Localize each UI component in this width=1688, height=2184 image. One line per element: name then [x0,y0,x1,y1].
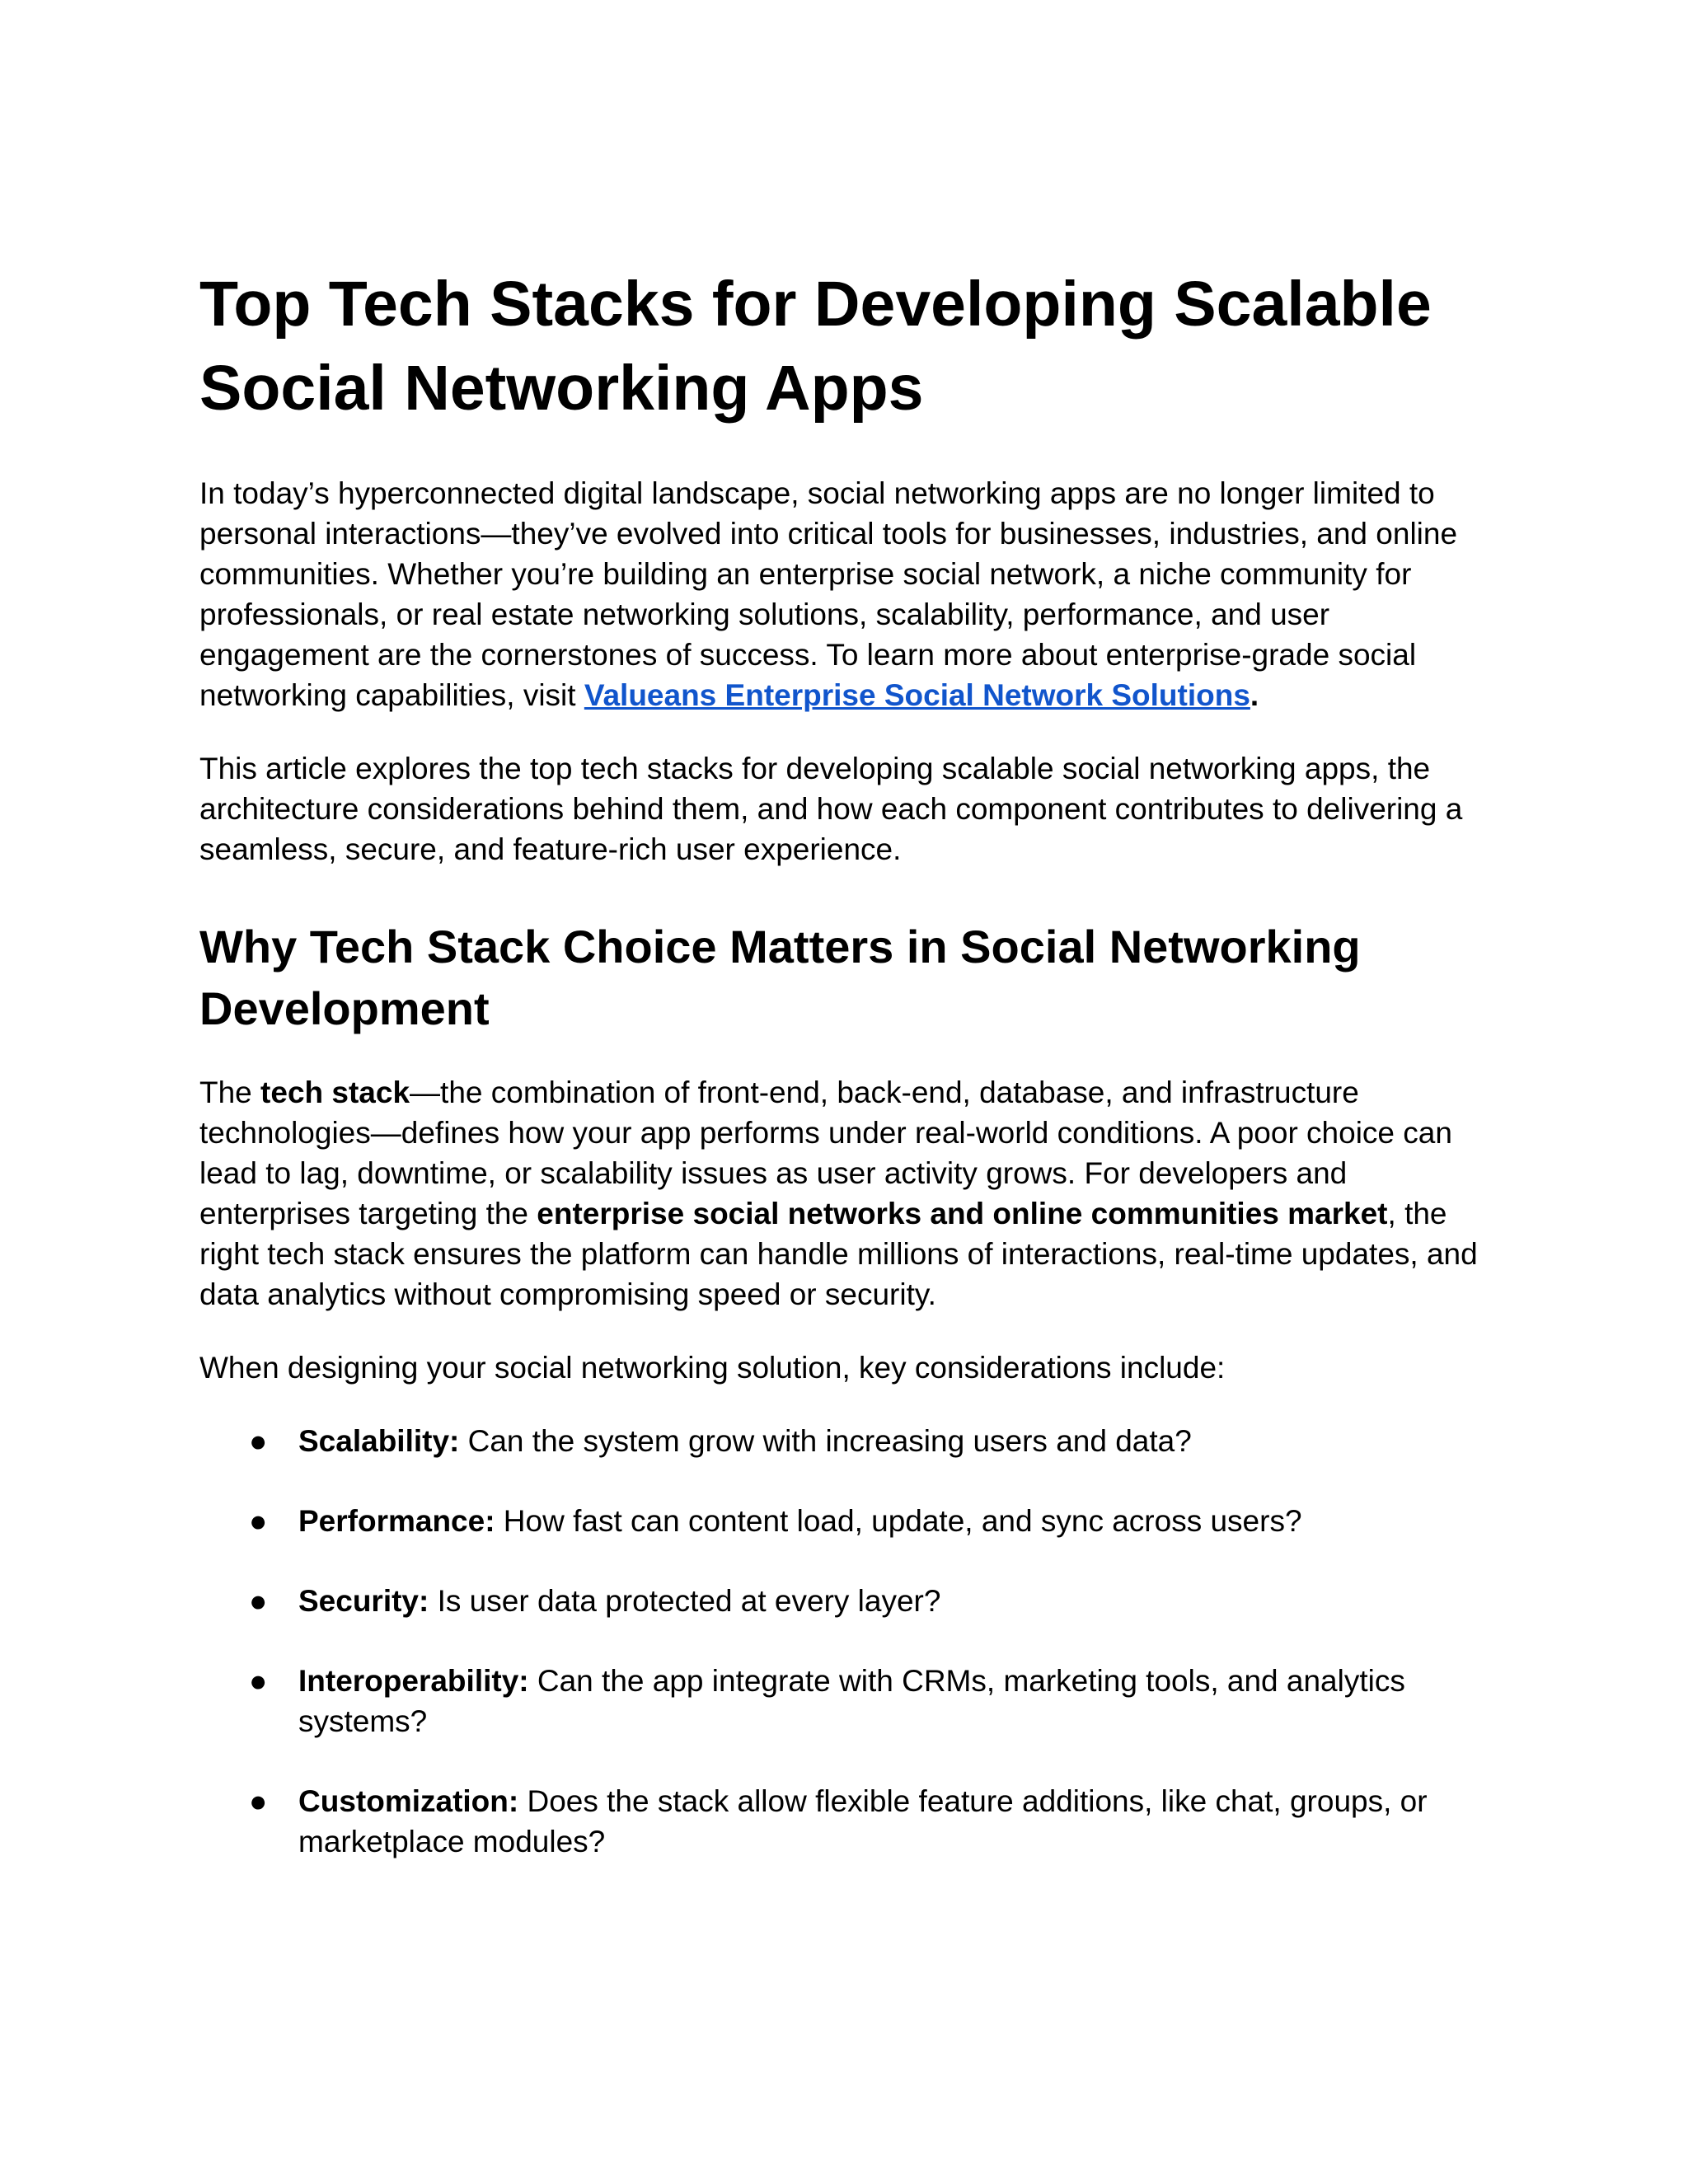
intro-paragraph [199,473,1485,715]
tech-stack-text-a: The [199,1076,261,1109]
list-item [199,1581,1485,1621]
enterprise-solutions-link[interactable]: Valueans Enterprise Social Network Solutions [584,678,1250,712]
list-item-text: Can the app integrate with CRMs, marketing tools, and analytics systems? [298,1664,1405,1738]
list-item [199,1661,1485,1741]
tech-stack-term: tech stack [260,1076,410,1109]
bullet-icon: ● [249,1504,268,1538]
list-item-term: Performance: [298,1504,495,1538]
bullet-icon: ● [249,1664,268,1698]
considerations-list [199,1421,1485,1862]
list-item-text: How fast can content load, update, and sync across users? [495,1504,1302,1538]
list-item-term: Scalability: [298,1424,460,1458]
intro-text: In today’s hyperconnected digital landscape, social networking apps are no longer limited to personal interactions—they’ve evolved into critical tools for businesses, industries, and online communities. Whether you’re building an enterprise social network, a niche community for professionals, or real estate networking solutions, scalability, performance, and user engagement are the cornerstones of success. To learn more about enterprise-grade social networking capabilities, visit [199,476,1458,712]
list-item-term: Interoperability: [298,1664,529,1698]
page-title: Top Tech Stacks for Developing Scalable Social Networking Apps [199,269,1432,424]
list-item [199,1421,1485,1461]
list-item [199,1501,1485,1541]
document-page [199,262,1485,1901]
tech-stack-text-c: , the right tech stack ensures the platform can handle millions of interactions, real-time updates, and data analytics without compromising speed or security. [199,1197,1478,1311]
market-term: enterprise social networks and online communities market [537,1197,1388,1230]
list-item-text: Does the stack allow flexible feature additions, like chat, groups, or marketplace modules? [298,1784,1428,1858]
tech-stack-paragraph [199,1072,1485,1315]
list-item [199,1781,1485,1862]
list-item-text: Can the system grow with increasing users and data? [459,1424,1192,1458]
section-heading: Why Tech Stack Choice Matters in Social Networking Development [199,921,1361,1034]
list-item-text: Is user data protected at every layer? [429,1584,941,1618]
intro-trailing: . [1250,678,1259,712]
bullet-icon: ● [249,1784,268,1818]
bullet-icon: ● [249,1424,268,1458]
bullet-icon: ● [249,1584,268,1618]
article-overview-paragraph: This article explores the top tech stacks for developing scalable social networking apps, the architecture considerations behind them, and how each component contributes to delivering a seamless, secure, and feature-rich user experience. [199,752,1463,866]
considerations-intro: When designing your social networking solution, key considerations include: [199,1351,1226,1385]
list-item-term: Customization: [298,1784,519,1818]
tech-stack-text-b: —the combination of front-end, back-end, database, and infrastructure technologies—defines how your app performs under real-world conditions. A poor choice can lead to lag, downtime, or scalability issues as user activity grows. For developers and enterprises targeting the [199,1076,1452,1230]
list-item-term: Security: [298,1584,429,1618]
